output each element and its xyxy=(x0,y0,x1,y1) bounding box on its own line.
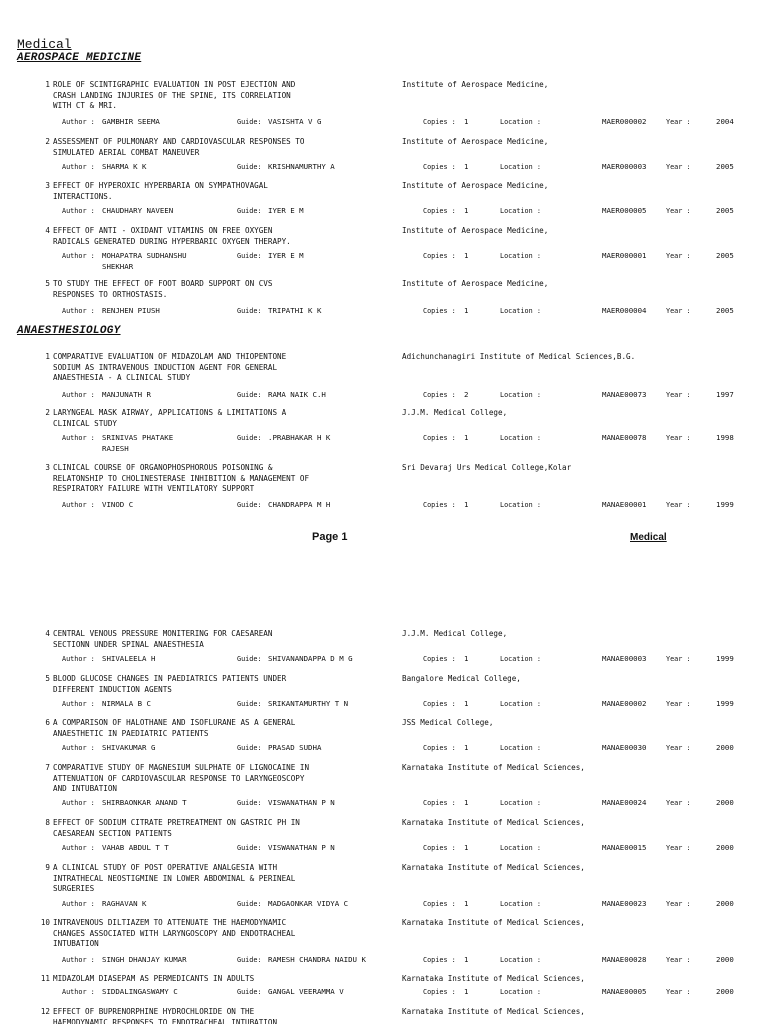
record-title: MIDAZOLAM DIASEPAM AS PERMEDICANTS IN ADULTS xyxy=(53,974,255,983)
guide-label: Guide: xyxy=(237,900,262,908)
accession-number: MANAE00001 xyxy=(602,500,647,509)
record-institute: Karnataka Institute of Medical Sciences, xyxy=(402,974,585,983)
location-label: Location : xyxy=(500,655,541,663)
record-number: 11 xyxy=(40,974,50,983)
author-value: SHIVAKUMAR G xyxy=(102,743,156,752)
location-label: Location : xyxy=(500,900,541,908)
guide-value: VISWANATHAN P N xyxy=(268,798,335,807)
document-title: Medical xyxy=(17,37,72,52)
section-heading-aerospace-medicine: AEROSPACE MEDICINE xyxy=(17,52,142,64)
author-label: Author : xyxy=(62,700,95,708)
author-label: Author : xyxy=(62,900,95,908)
accession-number: MANAE00023 xyxy=(602,899,647,908)
year-value: 2005 xyxy=(716,251,734,260)
record-number: 9 xyxy=(45,863,50,872)
year-value: 2000 xyxy=(716,843,734,852)
year-value: 2000 xyxy=(716,743,734,752)
author-value: VINOD C xyxy=(102,500,134,509)
guide-value: VASISHTA V G xyxy=(268,117,322,126)
record-number: 5 xyxy=(45,674,50,683)
guide-value: MADGAONKAR VIDYA C xyxy=(268,899,349,908)
year-label: Year : xyxy=(666,844,691,852)
guide-value: .PRABHAKAR H K xyxy=(268,433,331,442)
location-label: Location : xyxy=(500,844,541,852)
accession-number: MAER000001 xyxy=(602,251,647,260)
guide-value: RAMESH CHANDRA NAIDU K xyxy=(268,955,366,964)
location-label: Location : xyxy=(500,501,541,509)
record-institute: Adichunchanagiri Institute of Medical Sciences,B.G. xyxy=(402,352,636,361)
record-title: BLOOD GLUCOSE CHANGES IN PAEDIATRICS PATIENTS UNDER DIFFERENT INDUCTION AGENTS xyxy=(53,674,287,694)
location-label: Location : xyxy=(500,207,541,215)
accession-number: MANAE00003 xyxy=(602,654,647,663)
guide-label: Guide: xyxy=(237,988,262,996)
accession-number: MAER000005 xyxy=(602,206,647,215)
author-label: Author : xyxy=(62,744,95,752)
copies-label: Copies : xyxy=(423,307,456,315)
year-label: Year : xyxy=(666,207,691,215)
section-heading-anaesthesiology: ANAESTHESIOLOGY xyxy=(17,325,121,337)
year-label: Year : xyxy=(666,988,691,996)
record-institute: Karnataka Institute of Medical Sciences, xyxy=(402,763,585,772)
author-value: SINGH DHANJAY KUMAR xyxy=(102,955,187,964)
record-title: INTRAVENOUS DILTIAZEM TO ATTENUATE THE HAEMODYNAMIC CHANGES ASSOCIATED WITH LARYNGOSCOPY AND ENDOTRACHEAL INTUBATION xyxy=(53,918,296,949)
guide-label: Guide: xyxy=(237,391,262,399)
guide-label: Guide: xyxy=(237,501,262,509)
accession-number: MANAE00024 xyxy=(602,798,647,807)
accession-number: MANAE00073 xyxy=(602,390,647,399)
author-label: Author : xyxy=(62,501,95,509)
location-label: Location : xyxy=(500,700,541,708)
record-institute: J.J.M. Medical College, xyxy=(402,629,508,638)
year-value: 1999 xyxy=(716,654,734,663)
copies-label: Copies : xyxy=(423,900,456,908)
author-value: SRINIVAS PHATAKE RAJESH xyxy=(102,433,174,453)
guide-label: Guide: xyxy=(237,655,262,663)
author-value: GAMBHIR SEEMA xyxy=(102,117,160,126)
copies-value: 1 xyxy=(464,206,469,215)
copies-value: 1 xyxy=(464,955,469,964)
year-value: 2000 xyxy=(716,899,734,908)
record-title: A CLINICAL STUDY OF POST OPERATIVE ANALGESIA WITH INTRATHECAL NEOSTIGMINE IN LOWER ABDOMINAL & PERINEAL SURGERIES xyxy=(53,863,296,894)
location-label: Location : xyxy=(500,391,541,399)
record-number: 12 xyxy=(40,1007,50,1016)
guide-label: Guide: xyxy=(237,163,262,171)
author-value: RENJHEN PIUSH xyxy=(102,306,160,315)
copies-value: 1 xyxy=(464,306,469,315)
year-label: Year : xyxy=(666,307,691,315)
author-label: Author : xyxy=(62,307,95,315)
record-institute: JSS Medical College, xyxy=(402,718,494,727)
author-value: NIRMALA B C xyxy=(102,699,151,708)
copies-label: Copies : xyxy=(423,956,456,964)
copies-label: Copies : xyxy=(423,655,456,663)
record-number: 8 xyxy=(45,818,50,827)
accession-number: MANAE00005 xyxy=(602,987,647,996)
guide-value: IYER E M xyxy=(268,251,304,260)
copies-value: 1 xyxy=(464,743,469,752)
author-value: RAGHAVAN K xyxy=(102,899,147,908)
year-label: Year : xyxy=(666,163,691,171)
author-label: Author : xyxy=(62,252,95,260)
record-number: 7 xyxy=(45,763,50,772)
accession-number: MAER000004 xyxy=(602,306,647,315)
record-title: A COMPARISON OF HALOTHANE AND ISOFLURANE AS A GENERAL ANAESTHETIC IN PAEDIATRIC PATIENTS xyxy=(53,718,296,738)
record-number: 2 xyxy=(45,137,50,146)
year-value: 1997 xyxy=(716,390,734,399)
year-label: Year : xyxy=(666,655,691,663)
copies-label: Copies : xyxy=(423,799,456,807)
record-number: 1 xyxy=(45,352,50,361)
record-institute: Karnataka Institute of Medical Sciences, xyxy=(402,818,585,827)
location-label: Location : xyxy=(500,799,541,807)
year-label: Year : xyxy=(666,252,691,260)
accession-number: MANAE00028 xyxy=(602,955,647,964)
author-label: Author : xyxy=(62,988,95,996)
year-label: Year : xyxy=(666,900,691,908)
author-label: Author : xyxy=(62,799,95,807)
copies-value: 1 xyxy=(464,433,469,442)
location-label: Location : xyxy=(500,988,541,996)
record-title: EFFECT OF BUPRENORPHINE HYDROCHLORIDE ON THE HAEMODYNAMIC RESPONSES TO ENDOTRACHEAL INTUBATION xyxy=(53,1007,278,1024)
record-number: 3 xyxy=(45,463,50,472)
record-institute: J.J.M. Medical College, xyxy=(402,408,508,417)
copies-value: 1 xyxy=(464,699,469,708)
page-number: Page 1 xyxy=(312,531,348,543)
record-institute: Institute of Aerospace Medicine, xyxy=(402,80,549,89)
record-institute: Institute of Aerospace Medicine, xyxy=(402,137,549,146)
year-value: 1999 xyxy=(716,500,734,509)
year-label: Year : xyxy=(666,744,691,752)
location-label: Location : xyxy=(500,118,541,126)
guide-value: RAMA NAIK C.H xyxy=(268,390,326,399)
copies-value: 1 xyxy=(464,798,469,807)
year-value: 1999 xyxy=(716,699,734,708)
record-number: 6 xyxy=(45,718,50,727)
guide-label: Guide: xyxy=(237,118,262,126)
guide-value: GANGAL VEERAMMA V xyxy=(268,987,344,996)
record-number: 4 xyxy=(45,226,50,235)
copies-value: 1 xyxy=(464,987,469,996)
location-label: Location : xyxy=(500,307,541,315)
year-value: 2000 xyxy=(716,987,734,996)
copies-label: Copies : xyxy=(423,700,456,708)
year-label: Year : xyxy=(666,434,691,442)
location-label: Location : xyxy=(500,252,541,260)
year-label: Year : xyxy=(666,700,691,708)
guide-value: SHIVANANDAPPA D M G xyxy=(268,654,353,663)
year-label: Year : xyxy=(666,118,691,126)
year-value: 2000 xyxy=(716,955,734,964)
author-value: CHAUDHARY NAVEEN xyxy=(102,206,174,215)
accession-number: MAER000002 xyxy=(602,117,647,126)
guide-label: Guide: xyxy=(237,744,262,752)
copies-value: 1 xyxy=(464,251,469,260)
guide-value: PRASAD SUDHA xyxy=(268,743,322,752)
guide-label: Guide: xyxy=(237,207,262,215)
location-label: Location : xyxy=(500,956,541,964)
record-title: TO STUDY THE EFFECT OF FOOT BOARD SUPPORT ON CVS RESPONSES TO ORTHOSTASIS. xyxy=(53,279,273,299)
record-institute: Sri Devaraj Urs Medical College,Kolar xyxy=(402,463,572,472)
record-number: 5 xyxy=(45,279,50,288)
record-title: ROLE OF SCINTIGRAPHIC EVALUATION IN POST EJECTION AND CRASH LANDING INJURIES OF THE SPINE, ITS CORRELATION WITH CT & MRI. xyxy=(53,80,296,111)
record-title: CLINICAL COURSE OF ORGANOPHOSPHOROUS POISONING & RELATONSHIP TO CHOLINESTERASE INHIBITION & MANAGEMENT OF RESPIRATORY FAILURE WITH VENTILATORY SUPPORT xyxy=(53,463,310,494)
copies-label: Copies : xyxy=(423,207,456,215)
record-title: EFFECT OF HYPEROXIC HYPERBARIA ON SYMPATHOVAGAL INTERACTIONS. xyxy=(53,181,268,201)
copies-label: Copies : xyxy=(423,252,456,260)
copies-label: Copies : xyxy=(423,434,456,442)
record-institute: Karnataka Institute of Medical Sciences, xyxy=(402,1007,585,1016)
guide-label: Guide: xyxy=(237,844,262,852)
copies-label: Copies : xyxy=(423,501,456,509)
author-value: SHIVALEELA H xyxy=(102,654,156,663)
copies-value: 1 xyxy=(464,843,469,852)
copies-value: 1 xyxy=(464,162,469,171)
record-institute: Bangalore Medical College, xyxy=(402,674,521,683)
location-label: Location : xyxy=(500,744,541,752)
record-title: EFFECT OF ANTI - OXIDANT VITAMINS ON FREE OXYGEN RADICALS GENERATED DURING HYPERBARIC OXYGEN THERAPY. xyxy=(53,226,291,246)
guide-label: Guide: xyxy=(237,799,262,807)
record-title: EFFECT OF SODIUM CITRATE PRETREATMENT ON GASTRIC PH IN CAESAREAN SECTION PATIENTS xyxy=(53,818,300,838)
footer-category: Medical xyxy=(630,532,667,543)
author-value: SHARMA K K xyxy=(102,162,147,171)
author-label: Author : xyxy=(62,434,95,442)
record-institute: Institute of Aerospace Medicine, xyxy=(402,181,549,190)
guide-label: Guide: xyxy=(237,307,262,315)
accession-number: MANAE00002 xyxy=(602,699,647,708)
author-label: Author : xyxy=(62,655,95,663)
record-number: 2 xyxy=(45,408,50,417)
year-label: Year : xyxy=(666,501,691,509)
guide-value: TRIPATHI K K xyxy=(268,306,322,315)
year-value: 1998 xyxy=(716,433,734,442)
record-title: COMPARATIVE EVALUATION OF MIDAZOLAM AND THIOPENTONE SODIUM AS INTRAVENOUS INDUCTION AGENT FOR GENERAL ANAESTHESIA - A CLINICAL STUDY xyxy=(53,352,287,383)
year-value: 2005 xyxy=(716,206,734,215)
record-institute: Karnataka Institute of Medical Sciences, xyxy=(402,918,585,927)
author-label: Author : xyxy=(62,956,95,964)
record-title: LARYNGEAL MASK AIRWAY, APPLICATIONS & LIMITATIONS A CLINICAL STUDY xyxy=(53,408,287,428)
record-number: 3 xyxy=(45,181,50,190)
year-value: 2005 xyxy=(716,162,734,171)
record-institute: Institute of Aerospace Medicine, xyxy=(402,226,549,235)
guide-value: KRISHNAMURTHY A xyxy=(268,162,335,171)
record-number: 1 xyxy=(45,80,50,89)
record-number: 4 xyxy=(45,629,50,638)
copies-label: Copies : xyxy=(423,844,456,852)
record-institute: Institute of Aerospace Medicine, xyxy=(402,279,549,288)
guide-value: VISWANATHAN P N xyxy=(268,843,335,852)
guide-label: Guide: xyxy=(237,700,262,708)
guide-label: Guide: xyxy=(237,252,262,260)
copies-value: 1 xyxy=(464,500,469,509)
record-title: ASSESSMENT OF PULMONARY AND CARDIOVASCULAR RESPONSES TO SIMULATED AERIAL COMBAT MANEUVER xyxy=(53,137,305,157)
author-label: Author : xyxy=(62,118,95,126)
year-label: Year : xyxy=(666,391,691,399)
author-value: MOHAPATRA SUDHANSHU SHEKHAR xyxy=(102,251,187,271)
guide-label: Guide: xyxy=(237,956,262,964)
copies-value: 1 xyxy=(464,654,469,663)
year-value: 2000 xyxy=(716,798,734,807)
author-value: SIDDALINGASWAMY C xyxy=(102,987,178,996)
location-label: Location : xyxy=(500,163,541,171)
author-label: Author : xyxy=(62,207,95,215)
author-label: Author : xyxy=(62,844,95,852)
copies-value: 2 xyxy=(464,390,469,399)
copies-value: 1 xyxy=(464,899,469,908)
location-label: Location : xyxy=(500,434,541,442)
guide-value: SRIKANTAMURTHY T N xyxy=(268,699,349,708)
copies-label: Copies : xyxy=(423,391,456,399)
copies-label: Copies : xyxy=(423,988,456,996)
author-value: SHIRBAONKAR ANAND T xyxy=(102,798,187,807)
record-title: COMPARATIVE STUDY OF MAGNESIUM SULPHATE OF LIGNOCAINE IN ATTENUATION OF CARDIOVASCULAR RESPONSE TO LARYNGEOSCOPY AND INTUBATION xyxy=(53,763,310,794)
accession-number: MANAE00015 xyxy=(602,843,647,852)
copies-label: Copies : xyxy=(423,118,456,126)
copies-label: Copies : xyxy=(423,744,456,752)
guide-value: IYER E M xyxy=(268,206,304,215)
record-number: 10 xyxy=(40,918,50,927)
accession-number: MAER000003 xyxy=(602,162,647,171)
guide-label: Guide: xyxy=(237,434,262,442)
copies-label: Copies : xyxy=(423,163,456,171)
author-label: Author : xyxy=(62,163,95,171)
author-value: VAHAB ABDUL T T xyxy=(102,843,169,852)
record-institute: Karnataka Institute of Medical Sciences, xyxy=(402,863,585,872)
record-title: CENTRAL VENOUS PRESSURE MONITERING FOR CAESAREAN SECTIONN UNDER SPINAL ANAESTHESIA xyxy=(53,629,273,649)
copies-value: 1 xyxy=(464,117,469,126)
year-label: Year : xyxy=(666,956,691,964)
accession-number: MANAE00078 xyxy=(602,433,647,442)
year-value: 2005 xyxy=(716,306,734,315)
year-value: 2004 xyxy=(716,117,734,126)
guide-value: CHANDRAPPA M H xyxy=(268,500,331,509)
author-value: MANJUNATH R xyxy=(102,390,151,399)
accession-number: MANAE00030 xyxy=(602,743,647,752)
author-label: Author : xyxy=(62,391,95,399)
year-label: Year : xyxy=(666,799,691,807)
